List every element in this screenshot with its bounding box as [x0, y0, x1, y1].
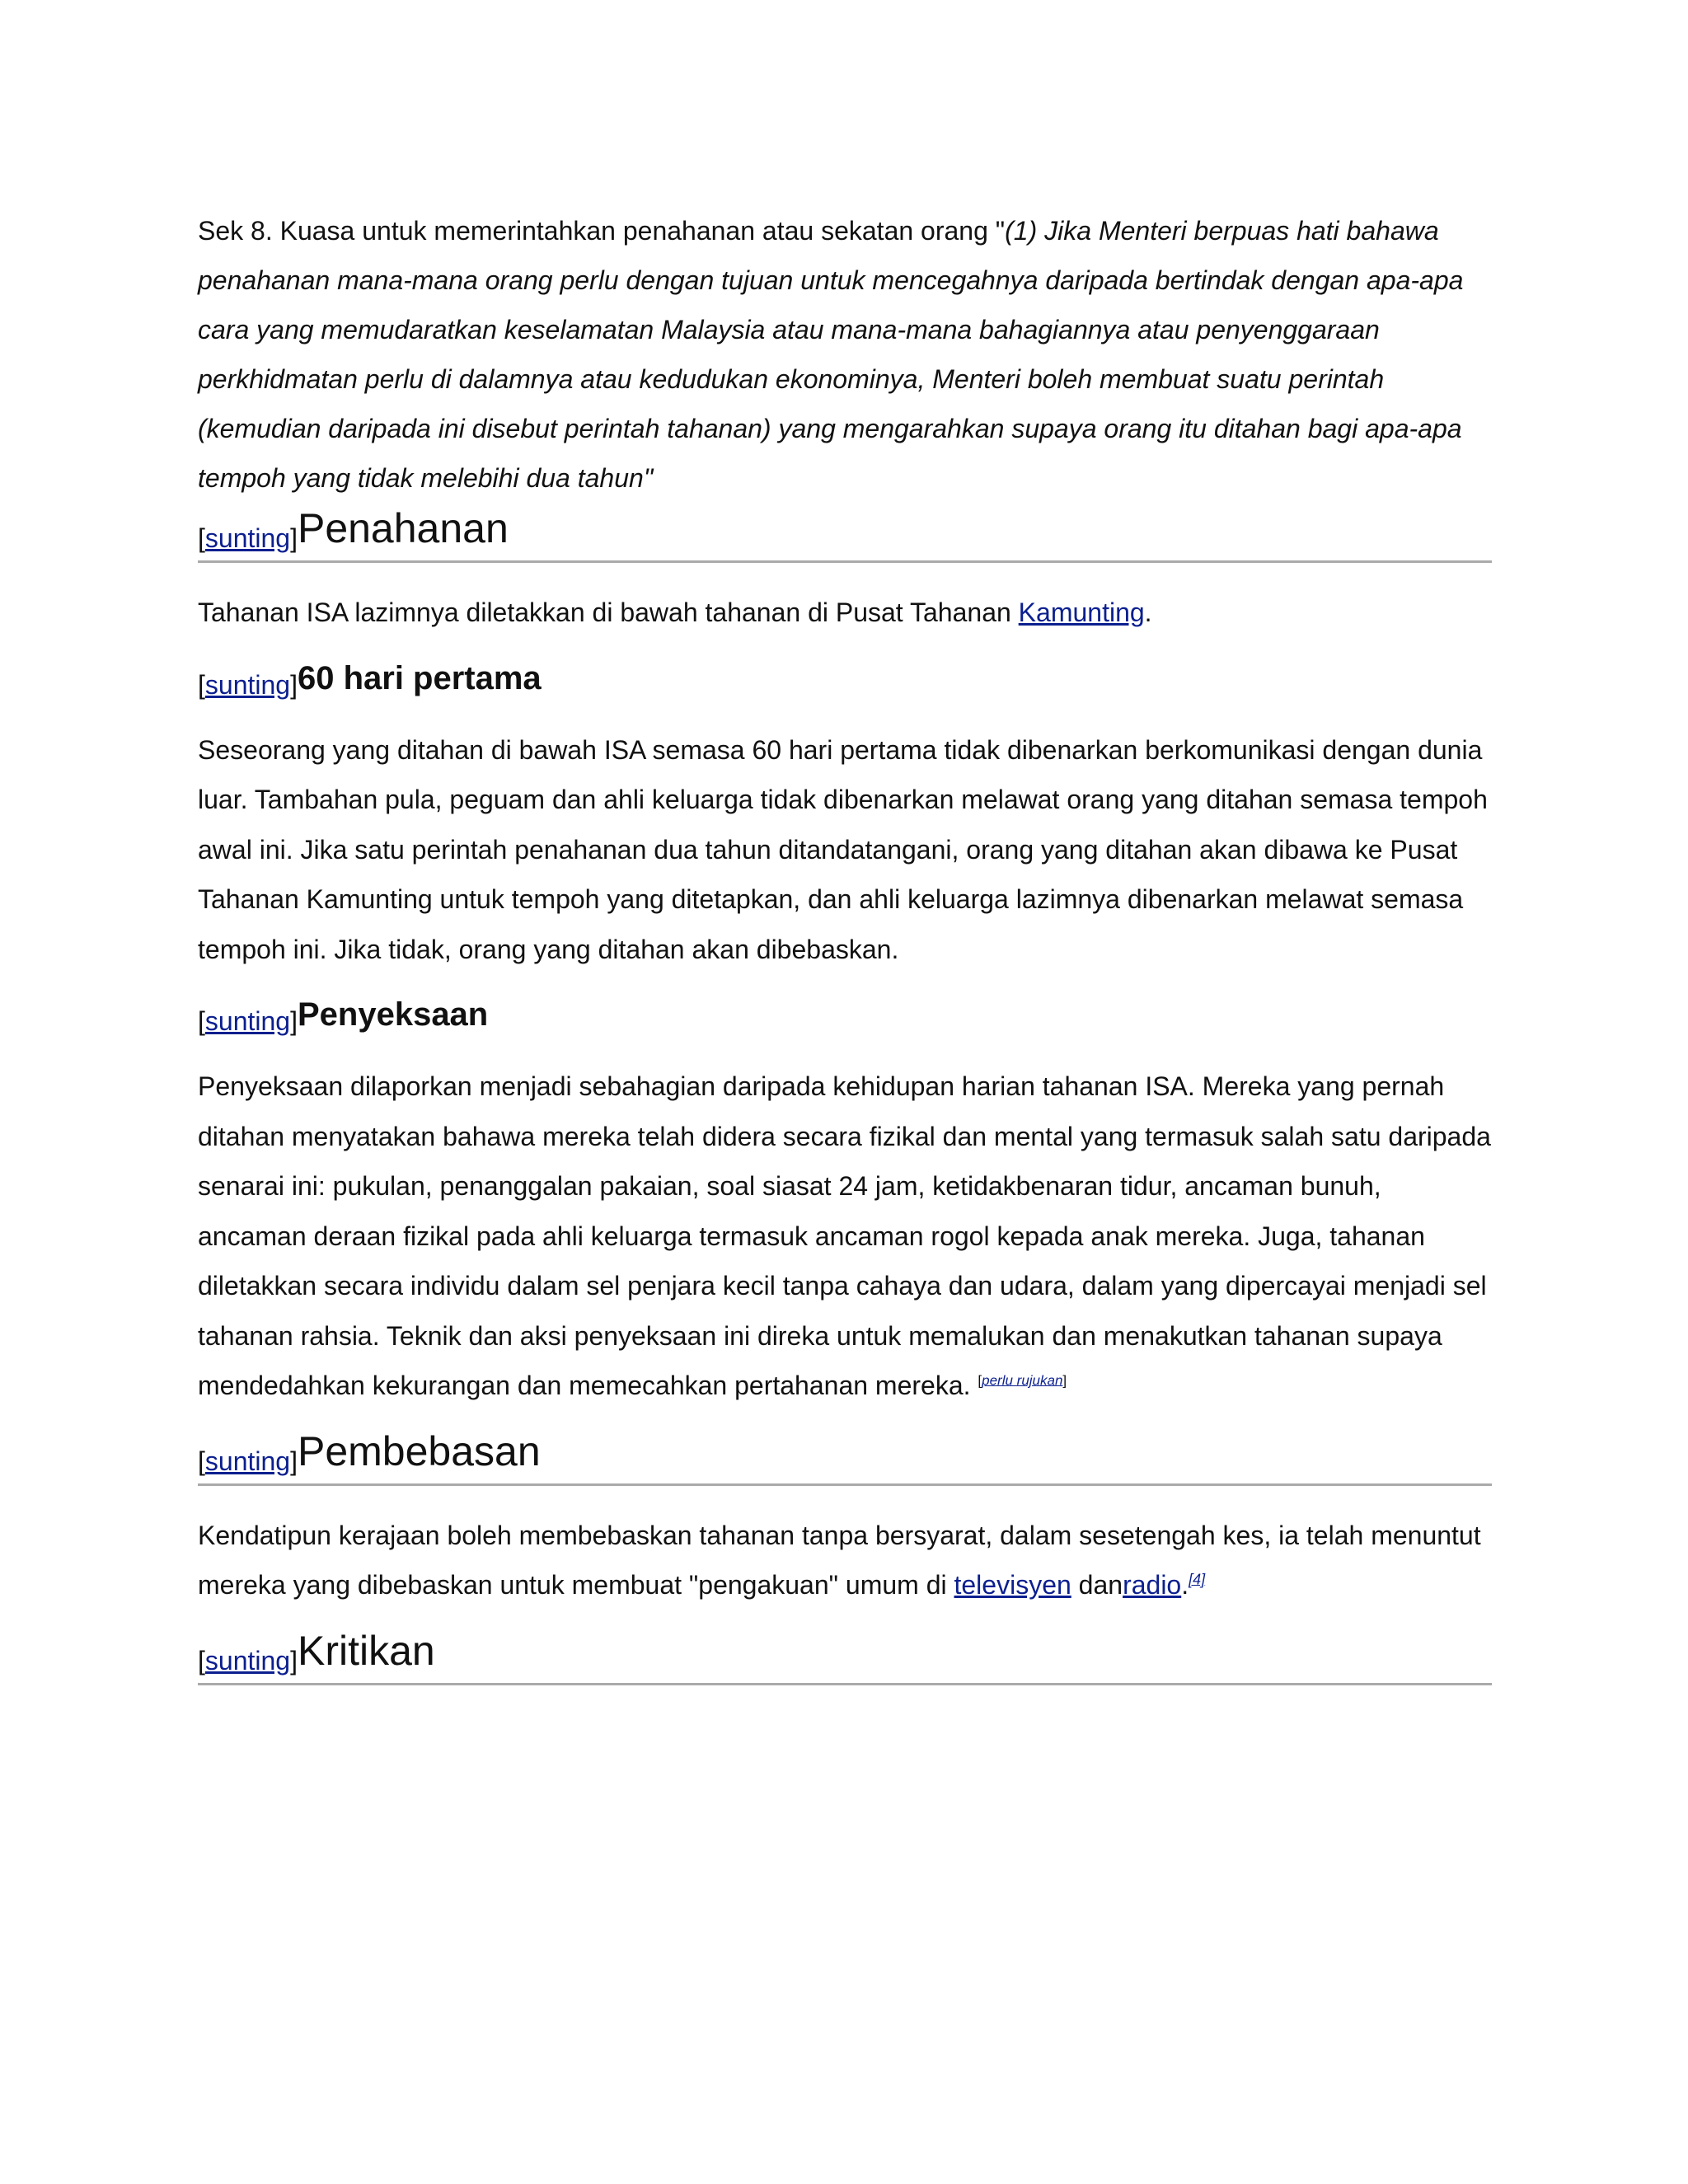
edit-link-pembebasan[interactable]: [sunting] [198, 1446, 298, 1476]
citation-needed: [perlu rujukan] [978, 1372, 1067, 1389]
paragraph-text: Tahanan ISA lazimnya diletakkan di bawah tahanan di Pusat Tahanan [198, 598, 1019, 627]
spacer [198, 638, 1492, 654]
spacer [198, 563, 1492, 588]
subsection-title-penyeksaan: Penyeksaan [297, 996, 489, 1033]
spacer [198, 1486, 1492, 1511]
paragraph-text: . [1181, 1570, 1189, 1600]
paragraph-text: . [1144, 598, 1152, 627]
spacer [198, 1610, 1492, 1627]
paragraph-60-hari: Seseorang yang ditahan di bawah ISA semasa 60 hari pertama tidak dibenarkan berkomunikasi dengan dunia luar. Tambahan pula, peguam dan ahli keluarga tidak dibenarkan melawat orang yang ditahan semasa tempoh awal ini. Jika satu perintah penahanan dua tahun ditandatangani, orang yang ditahan akan dibawa ke Pusat Tahanan Kamunting untuk tempoh yang ditetapkan, dan ahli keluarga lazimnya dibenarkan melawat semasa tempoh ini. Jika tidak, orang yang ditahan akan dibebaskan. [198, 734, 1488, 964]
paragraph-text: Kendatipun kerajaan boleh membebaskan tahanan tanpa bersyarat, dalam sesetengah kes, ia telah menuntut mereka yang dibebaskan untuk membuat "pengakuan" umum di [198, 1520, 1481, 1600]
edit-link-text[interactable]: sunting [204, 523, 291, 553]
link-televisyen[interactable]: televisyen [954, 1570, 1071, 1600]
intro-paragraph [198, 206, 1492, 503]
section-heading-pembebasan [198, 1427, 1492, 1486]
edit-link-text[interactable]: sunting [204, 1645, 291, 1675]
section-heading-kritikan [198, 1627, 1492, 1685]
spacer [198, 974, 1492, 991]
edit-link-text[interactable]: sunting [204, 1446, 291, 1476]
link-kamunting[interactable]: Kamunting [1018, 598, 1145, 627]
subsection-heading-penyeksaan [198, 991, 1492, 1040]
edit-link-kritikan[interactable]: [sunting] [198, 1645, 298, 1675]
edit-link-text[interactable]: sunting [204, 669, 291, 700]
subsection-title-60-hari: 60 hari pertama [297, 659, 542, 696]
spacer [198, 1040, 1492, 1062]
edit-link-60-hari[interactable]: [sunting] [198, 669, 298, 700]
article-page [198, 206, 1492, 1685]
spacer [198, 704, 1492, 725]
subsection-heading-60-hari [198, 654, 1492, 704]
paragraph-penahanan [198, 588, 1492, 638]
section-title-pembebasan: Pembebasan [297, 1427, 541, 1474]
paragraph-pembebasan [198, 1511, 1492, 1610]
section-heading-penahanan [198, 504, 1492, 563]
reference-link-4[interactable]: [4] [1189, 1571, 1206, 1588]
section-title-penahanan: Penahanan [297, 505, 509, 551]
intro-text: Sek 8. Kuasa untuk memerintahkan penahanan atau sekatan orang " [198, 216, 1006, 246]
edit-link-penahanan[interactable]: [sunting] [198, 523, 298, 553]
edit-link-penyeksaan[interactable]: [sunting] [198, 1006, 298, 1036]
intro-quote: (1) Jika Menteri berpuas hati bahawa penahanan mana-mana orang perlu dengan tujuan untuk mencegahnya daripada bertindak dengan apa-apa cara yang memudaratkan keselamatan Malaysia atau mana-mana bahagiannya atau penyenggaraan perkhidmatan perlu di dalamnya atau kedudukan ekonominya, Menteri boleh membuat suatu perintah (kemudian daripada ini disebut perintah tahanan) yang mengarahkan supaya orang itu ditahan bagi apa-apa tempoh yang tidak melebihi dua tahun" [198, 216, 1464, 493]
edit-link-text[interactable]: sunting [204, 1006, 291, 1036]
paragraph-text: Penyeksaan dilaporkan menjadi sebahagian daripada kehidupan harian tahanan ISA. Mereka yang pernah ditahan menyatakan bahawa mereka telah didera secara fizikal dan mental yang termasuk salah satu daripada senarai ini: pukulan, penanggalan pakaian, soal siasat 24 jam, ketidakbenaran tidur, ancaman bunuh, ancaman deraan fizikal pada ahli keluarga termasuk ancaman rogol kepada anak mereka. Juga, tahanan diletakkan secara individu dalam sel penjara kecil tanpa cahaya dan udara, dalam yang dipercayai menjadi sel tahanan rahsia. Teknik dan aksi penyeksaan ini direka untuk memalukan dan menakutkan tahanan supaya mendedahkan kekurangan dan memecahkan pertahanan mereka. [198, 1071, 1491, 1400]
spacer [198, 1411, 1492, 1427]
reference-4[interactable] [1189, 1571, 1205, 1587]
citation-needed-link[interactable]: perlu rujukan [982, 1372, 1063, 1389]
link-radio[interactable]: radio [1123, 1570, 1182, 1600]
section-title-kritikan: Kritikan [297, 1627, 435, 1674]
paragraph-text: dan [1071, 1570, 1123, 1600]
paragraph-penyeksaan [198, 1062, 1492, 1411]
